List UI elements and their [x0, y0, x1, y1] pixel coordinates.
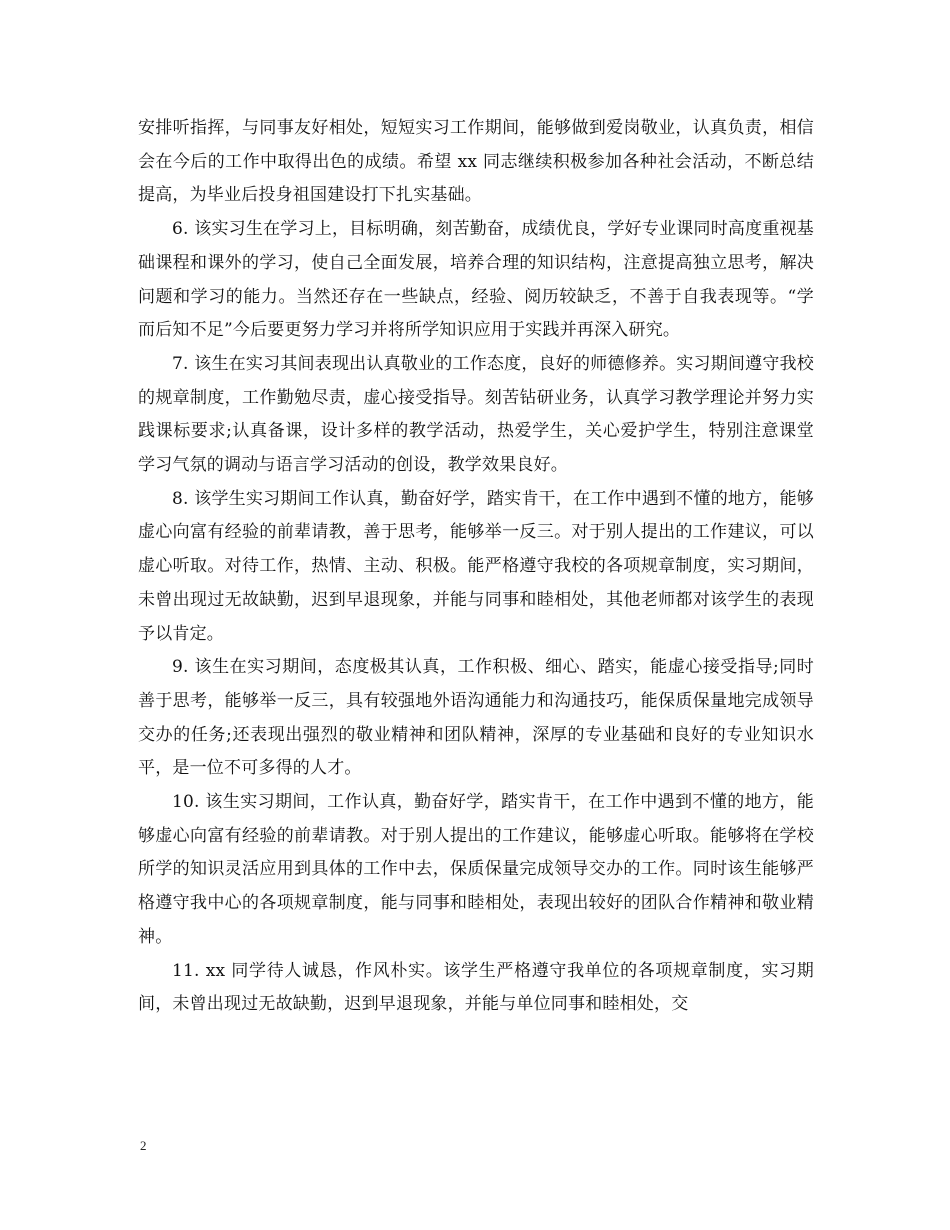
paragraph-item-6: 6. 该实习生在学习上，目标明确，刻苦勤奋，成绩优良，学好专业课同时高度重视基础课程和课外的学习，使自己全面发展，培养合理的知识结构，注意提高独立思考，解决问题和学习的能力。当然还存在一些缺点，经验、阅历较缺乏，不善于自我表现等。“学而后知不足”今后要更努力学习并将所学知识应用于实践并再深入研究。: [138, 219, 814, 341]
document-body: [138, 112, 814, 1022]
paragraph-item-8: 8. 该学生实习期间工作认真，勤奋好学，踏实肯干，在工作中遇到不懂的地方，能够虚心向富有经验的前辈请教，善于思考，能够举一反三。对于别人提出的工作建议，可以虚心听取。对待工作，热情、主动、积极。能严格遵守我校的各项规章制度，实习期间，未曾出现过无故缺勤，迟到早退现象，并能与同事和睦相处，其他老师都对该学生的表现予以肯定。: [138, 488, 814, 644]
paragraph-item-9: 9. 该生在实习期间，态度极其认真，工作积极、细心、踏实，能虚心接受指导;同时善于思考，能够举一反三，具有较强地外语沟通能力和沟通技巧，能保质保量地完成领导交办的任务;还表现出强烈的敬业精神和团队精神，深厚的专业基础和良好的专业知识水平，是一位不可多得的人才。: [138, 657, 814, 779]
paragraph-item-7: 7. 该生在实习其间表现出认真敬业的工作态度，良好的师德修养。实习期间遵守我校的规章制度，工作勤勉尽责，虚心接受指导。刻苦钻研业务，认真学习教学理论并努力实践课标要求;认真备课，设计多样的教学活动，热爱学生，关心爱护学生，特别注意课堂学习气氛的调动与语言学习活动的创设，教学效果良好。: [138, 353, 814, 476]
paragraph-continued: 安排听指挥，与同事友好相处，短短实习工作期间，能够做到爱岗敬业，认真负责，相信会在今后的工作中取得出色的成绩。希望 xx 同志继续积极参加各种社会活动，不断总结提高，为毕业后投身祖国建设打下扎实基础。: [138, 118, 814, 206]
paragraph-item-10: 10. 该生实习期间，工作认真，勤奋好学，踏实肯干，在工作中遇到不懂的地方，能够虚心向富有经验的前辈请教。对于别人提出的工作建议，能够虚心听取。能够将在学校所学的知识灵活应用到具体的工作中去，保质保量完成领导交办的工作。同时该生能够严格遵守我中心的各项规章制度，能与同事和睦相处，表现出较好的团队合作精神和敬业精神。: [138, 792, 814, 947]
page-number: 2: [140, 1138, 147, 1153]
paragraph-item-11: 11. xx 同学待人诚恳，作风朴实。该学生严格遵守我单位的各项规章制度，实习期间，未曾出现过无故缺勤，迟到早退现象，并能与单位同事和睦相处，交: [138, 960, 814, 1015]
